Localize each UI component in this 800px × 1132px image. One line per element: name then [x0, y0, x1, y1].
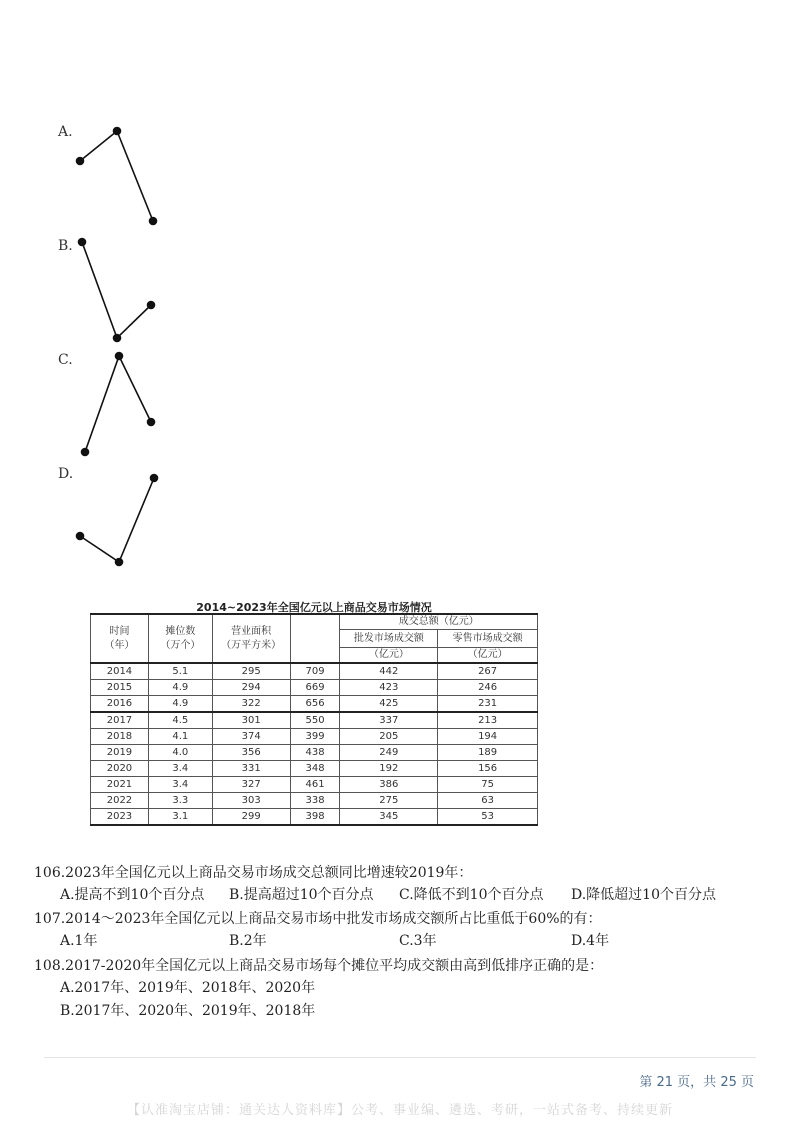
q108-option-a[interactable]: A.2017年、2019年、2018年、2020年 — [60, 980, 316, 996]
table-row: 2018 4.1 374 399 205 194 — [91, 729, 538, 745]
table-row: 2016 4.9 322 656 425 231 — [91, 696, 538, 713]
watermark: 【认准淘宝店铺：通关达人资料库】公考、事业编、遴选、考研，一站式备考、持续更新 — [126, 1103, 673, 1118]
table-row: 2023 3.1 299 398 345 53 — [91, 809, 538, 826]
footer-divider — [44, 1057, 756, 1058]
table-row: 2022 3.3 303 338 275 63 — [91, 793, 538, 809]
table-row: 2015 4.9 294 669 423 246 — [91, 680, 538, 696]
question-108: 108.2017-2020年全国亿元以上商品交易市场每个摊位平均成交额由高到低排序正确的是： — [34, 958, 604, 974]
q106-option-a[interactable]: A.提高不到10个百分点 — [60, 887, 205, 903]
table-row: 2014 5.1 295 709 442 267 — [91, 663, 538, 680]
question-107: 107.2014～2023年全国亿元以上商品交易市场中批发市场成交额所占比重低于60%的有： — [34, 911, 602, 927]
q107-option-a[interactable]: A.1年 — [60, 933, 98, 949]
q106-option-c[interactable]: C.降低不到10个百分点 — [399, 887, 544, 903]
table-row: 2019 4.0 356 438 249 189 — [91, 745, 538, 761]
option-label-a: A. — [58, 124, 73, 140]
table-title: 2014~2023年全国亿元以上商品交易市场情况 — [196, 601, 432, 614]
page-number: 第 21 页，共 25 页 — [639, 1075, 754, 1090]
question-106: 106.2023年全国亿元以上商品交易市场成交总额同比增速较2019年： — [34, 865, 473, 881]
q107-option-c[interactable]: C.3年 — [399, 933, 437, 949]
table-row: 2020 3.4 331 348 192 156 — [91, 761, 538, 777]
table-row: 2017 4.5 301 550 337 213 — [91, 712, 538, 729]
figure-a — [77, 128, 157, 225]
header-total: 成交总额（亿元） — [340, 614, 538, 630]
header-wholesale-unit: （亿元） — [340, 648, 438, 664]
header-wholesale: 批发市场成交额 — [340, 630, 438, 648]
table-row: 2021 3.4 327 461 386 75 — [91, 777, 538, 793]
option-label-d: D. — [58, 466, 74, 482]
header-time: 时间 （年） — [91, 614, 149, 663]
header-retail-unit: （亿元） — [438, 648, 538, 664]
option-label-b: B. — [58, 238, 73, 254]
q106-option-d[interactable]: D.降低超过10个百分点 — [571, 887, 716, 903]
header-stalls: 摊位数 （万个） — [148, 614, 212, 663]
header-total-blank — [290, 614, 340, 663]
header-retail: 零售市场成交额 — [438, 630, 538, 648]
header-area: 营业面积 （万平方米） — [212, 614, 290, 663]
figure-d — [77, 475, 158, 566]
figure-c — [82, 353, 155, 456]
option-label-c: C. — [58, 352, 73, 368]
q107-option-b[interactable]: B.2年 — [229, 933, 267, 949]
q106-option-b[interactable]: B.提高超过10个百分点 — [229, 887, 374, 903]
figure-b — [79, 239, 155, 342]
market-stats-table — [90, 613, 538, 826]
q107-option-d[interactable]: D.4年 — [571, 933, 610, 949]
q108-option-b[interactable]: B.2017年、2020年、2019年、2018年 — [60, 1003, 316, 1019]
